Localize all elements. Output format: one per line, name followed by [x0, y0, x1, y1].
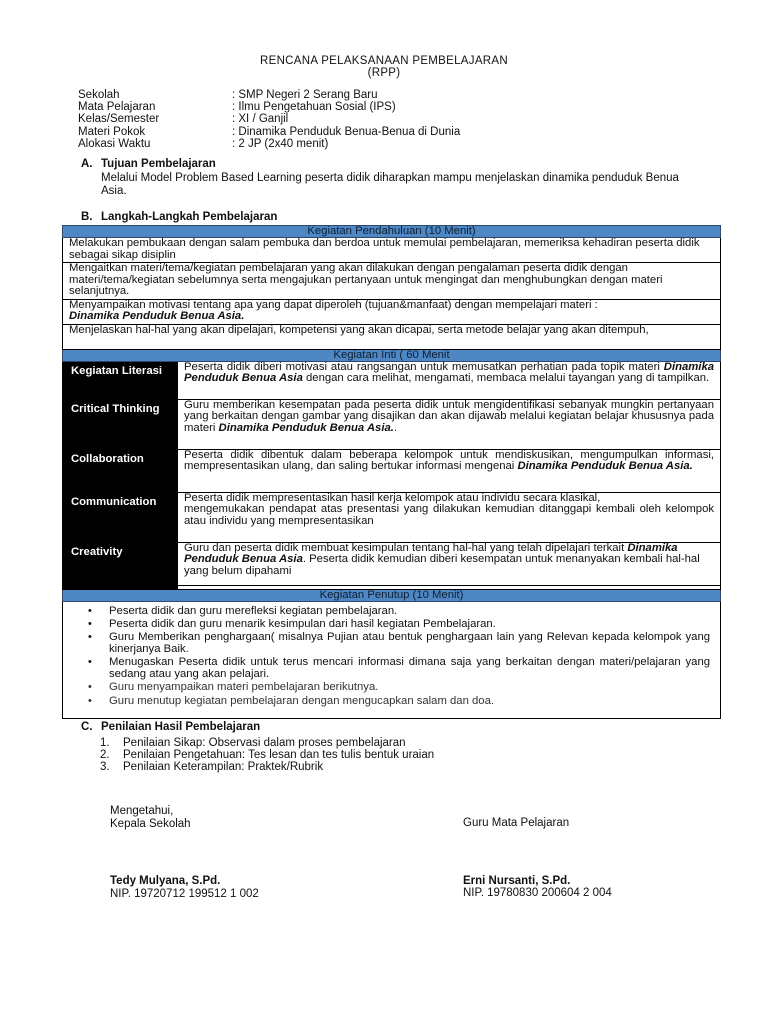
identity-value: : 2 JP (2x40 menit) [232, 137, 329, 150]
assessment-list [100, 738, 434, 773]
pendahuluan-row: Melakukan pembukaan dengan salam pembuka dan berdoa untuk memulai pembelajaran, memeriksa kehadiran peserta didik sebagai sikap disiplin [63, 238, 721, 263]
identity-label: Alokasi Waktu [78, 137, 151, 150]
identity-value: : Dinamika Penduduk Benua-Benua di Dunia [232, 125, 461, 138]
signer-nip: NIP. 19720712 199512 1 002 [110, 887, 259, 900]
section-c-heading [81, 721, 260, 733]
activity-desc-communication [178, 492, 721, 542]
activity-desc-collaboration [178, 449, 721, 492]
pendahuluan-row: Menjelaskan hal-hal yang akan dipelajari, kompetensi yang akan dicapai, serta metode belajar yang akan ditempuh, [63, 324, 721, 349]
signature-right [463, 817, 612, 900]
signer-role: Kepala Sekolah [110, 817, 191, 830]
desc-text: Peserta didik diberi motivasi atau rangsangan untuk memusatkan perhatian pada topik materi [184, 360, 660, 373]
document-subtitle: (RPP) [367, 67, 401, 79]
item-text: Penilaian Pengetahuan: Tes lesan dan tes tulis bentuk uraian [123, 748, 435, 761]
activity-label-literasi: Kegiatan Literasi [63, 361, 178, 399]
signature-left [110, 805, 259, 900]
activity-label-creativity: Creativity [63, 542, 178, 585]
item-number: 2. [100, 748, 110, 761]
document-title: RENCANA PELAKSANAAN PEMBELAJARAN [260, 55, 508, 67]
signature-space [110, 830, 259, 875]
list-item: • Peserta didik dan guru merefleksi kegiatan pembelajaran. [109, 606, 710, 618]
item-text: Penilaian Sikap: Observasi dalam proses pembelajaran [123, 737, 406, 749]
desc-text: . Peserta didik kemudian diberi kesempatan untuk menanyakan kembali hal-hal yang belum dipahami [184, 553, 700, 577]
acknowledgement-label: Mengetahui, [110, 805, 174, 817]
list-item: • Guru menyampaikan materi pembelajaran berikutnya. [109, 682, 710, 694]
pendahuluan-row: Mengaitkan materi/tema/kegiatan pembelajaran yang akan dilakukan dengan pengalaman peserta didik dengan materi/tema/kegiatan sebelumnya serta mengajukan pertanyaan untuk mengingat dan menghubungkan dengan materi selanjutnya. [63, 263, 721, 300]
closing-activities-list [63, 602, 720, 713]
topic-emphasis: Dinamika Penduduk Benua Asia [184, 360, 715, 384]
section-title: Penilaian Hasil Pembelajaran [101, 721, 261, 733]
identity-label: Kelas/Semester [78, 113, 160, 126]
activity-label-communication: Communication [63, 492, 178, 542]
list-item: • Peserta didik dan guru menarik kesimpulan dari hasil kegiatan Pembelajaran. [109, 619, 710, 631]
topic-emphasis: Dinamika Penduduk Benua Asia. [218, 421, 394, 434]
identity-label: Materi Pokok [78, 125, 146, 138]
pendahuluan-header: Kegiatan Pendahuluan (10 Menit) [63, 226, 721, 238]
penutup-header: Kegiatan Penutup (10 Menit) [63, 589, 721, 601]
identity-value: : Ilmu Pengetahuan Sosial (IPS) [232, 101, 396, 114]
activity-label-critical-thinking: Critical Thinking [63, 399, 178, 449]
learning-objective: Melalui Model Problem Based Learning peserta didik diharapkan mampu menjelaskan dinamika penduduk Benua Asia. [101, 172, 679, 197]
motivation-text: Menyampaikan motivasi tentang apa yang dapat diperoleh (tujuan&manfaat) dengan mempelajari materi : [69, 298, 598, 311]
section-letter: C. [81, 721, 93, 733]
desc-text: Guru memberikan kesempatan pada peserta didik untuk mengidentifikasi sebanyak mungkin pertanyaan yang berkaitan dengan gambar yang disajikan dan akan dijawab melalui kegiatan belajar khususnya pada materi [184, 398, 715, 434]
desc-text: dengan cara melihat, mengamati, membaca melalui tayangan yang di tampilkan. [306, 372, 710, 384]
identity-value: : XI / Ganjil [232, 113, 289, 126]
signer-name: Tedy Mulyana, S.Pd. [110, 875, 221, 887]
section-letter: A. [81, 158, 93, 170]
topic-emphasis: Dinamika Penduduk Benua Asia. [69, 310, 245, 322]
desc-text: Peserta didik mempresentasikan hasil kerja kelompok atau individu secara klasikal, [184, 491, 601, 504]
section-title: Langkah-Langkah Pembelajaran [101, 211, 278, 223]
penutup-body [63, 601, 721, 718]
section-title: Tujuan Pembelajaran [101, 158, 216, 170]
topic-emphasis: Dinamika Penduduk Benua Asia [184, 541, 678, 565]
activity-desc-literasi [178, 361, 721, 399]
section-letter: B. [81, 211, 93, 223]
signer-nip: NIP. 19780830 200604 2 004 [463, 887, 612, 899]
list-item: • Guru Memberikan penghargaan( misalnya Pujian atau bentuk penghargaan lain yang Relevan kepada kelompok yang kinerjanya Baik. [109, 632, 710, 656]
section-a-heading [81, 158, 216, 170]
activity-desc-critical-thinking [178, 399, 721, 449]
desc-text: Peserta didik dibentuk dalam beberapa kelompok untuk mendiskusikan, mengumpulkan informasi, mempresentasikan ulang, dan saling bertukar informasi mengenai [184, 448, 715, 472]
signer-role: Guru Mata Pelajaran [463, 817, 570, 829]
list-item: • Menugaskan Peserta didik untuk terus mencari informasi dimana saja yang berkaitan dengan materi/pelajaran yang sedang atau yang akan pelajari. [109, 657, 710, 681]
identity-value: : SMP Negeri 2 Serang Baru [232, 89, 378, 101]
signature-space [463, 830, 612, 875]
learning-steps-table [62, 225, 721, 719]
activity-desc-creativity [178, 542, 721, 585]
desc-text: . [393, 421, 398, 434]
desc-text: Guru dan peserta didik membuat kesimpulan tentang hal-hal yang telah dipelajari terkait [184, 541, 625, 554]
inti-header: Kegiatan Inti ( 60 Menit [63, 349, 721, 361]
identity-label: Mata Pelajaran [78, 101, 156, 114]
activity-label-collaboration: Collaboration [63, 449, 178, 492]
signer-name: Erni Nursanti, S.Pd. [463, 874, 571, 887]
identity-label: Sekolah [78, 89, 120, 101]
item-number: 3. [100, 760, 110, 773]
item-number: 1. [100, 737, 110, 749]
topic-emphasis: Dinamika Penduduk Benua Asia. [517, 460, 693, 472]
pendahuluan-row [63, 299, 721, 324]
list-item [100, 762, 434, 774]
desc-text: mengemukakan pendapat atas presentasi yang dilakukan kemudian ditanggapi kembali oleh kelompok atau individu yang mempresentasikan [184, 503, 715, 527]
list-item: • Guru menutup kegiatan pembelajaran dengan mengucapkan salam dan doa. [109, 696, 710, 708]
section-b-heading [81, 211, 277, 223]
item-text: Penilaian Keterampilan: Praktek/Rubrik [123, 760, 324, 773]
